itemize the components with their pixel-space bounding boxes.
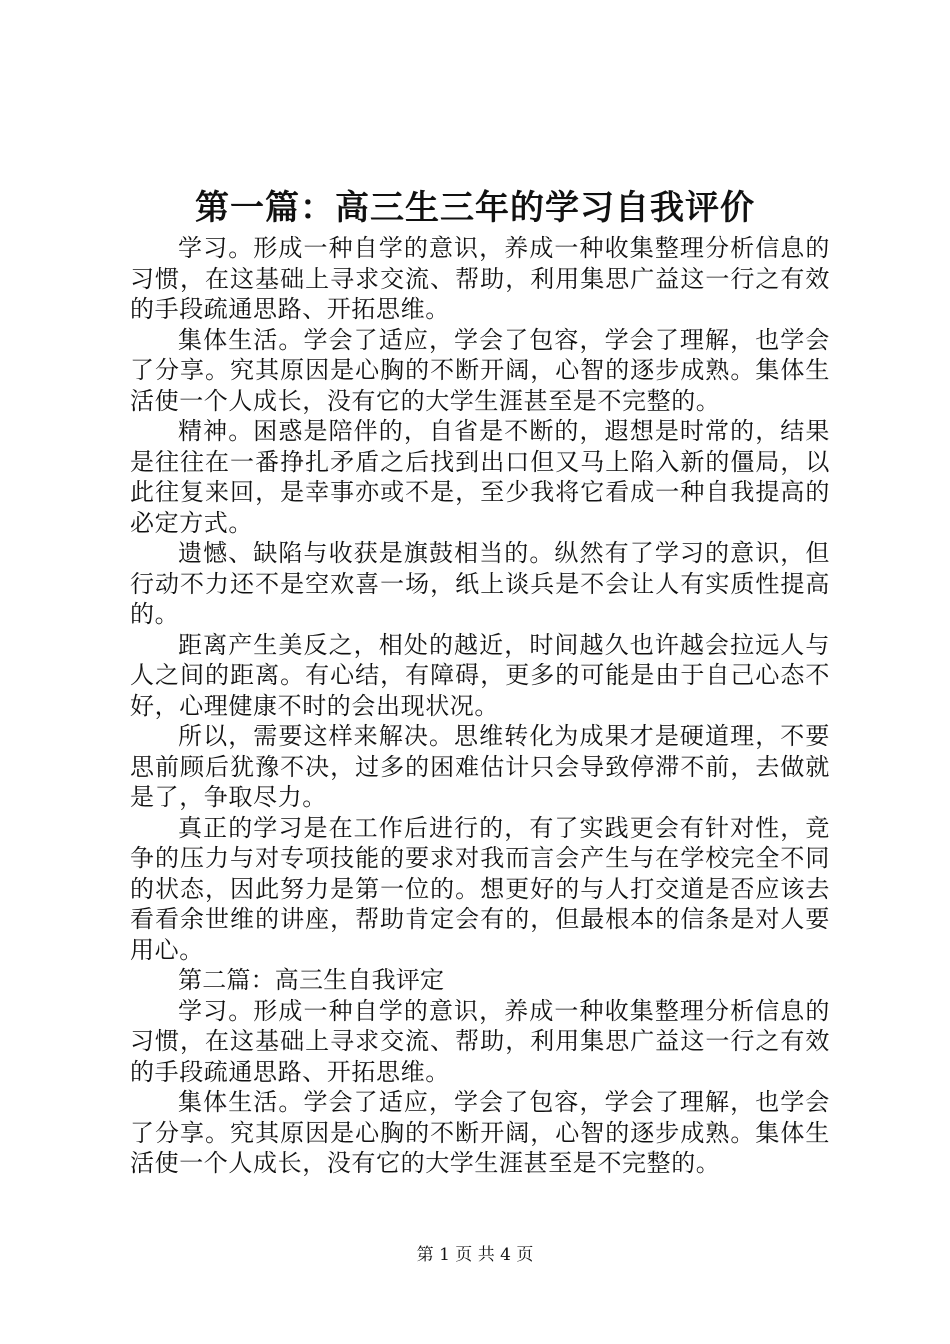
page-footer: 第 1 页 共 4 页 [416,1245,534,1265]
paragraph: 距离产生美反之，相处的越近，时间越久也许越会拉远人与人之间的距离。有心结，有障碍，更多的可能是由于自己心态不好，心理健康不时的会出现状况。 [130,630,830,720]
paragraph: 学习。形成一种自学的意识，养成一种收集整理分析信息的习惯，在这基础上寻求交流、帮助，利用集思广益这一行之有效的手段疏通思路、开拓思维。 [130,996,830,1086]
document-title: 第一篇：高三生三年的学习自我评价 [195,188,755,228]
paragraph: 精神。困惑是陪伴的，自省是不断的，遐想是时常的，结果是往往在一番挣扎矛盾之后找到出口但又马上陷入新的僵局，以此往复来回，是幸事亦或不是，至少我将它看成一种自我提高的必定方式。 [130,417,830,537]
document-body [130,233,830,1179]
paragraph: 遗憾、缺陷与收获是旗鼓相当的。纵然有了学习的意识，但行动不力还不是空欢喜一场，纸上谈兵是不会让人有实质性提高的。 [130,539,830,628]
paragraph: 所以，需要这样来解决。思维转化为成果才是硬道理，不要思前顾后犹豫不决，过多的困难估计只会导致停滞不前，去做就是了，争取尽力。 [130,722,830,811]
section-heading: 第二篇：高三生自我评定 [178,966,445,994]
paragraph: 学习。形成一种自学的意识，养成一种收集整理分析信息的习惯，在这基础上寻求交流、帮助，利用集思广益这一行之有效的手段疏通思路、开拓思维。 [130,234,830,323]
paragraph: 集体生活。学会了适应，学会了包容，学会了理解，也学会了分享。究其原因是心胸的不断开阔，心智的逐步成熟。集体生活使一个人成长，没有它的大学生涯甚至是不完整的。 [130,1088,830,1177]
paragraph: 集体生活。学会了适应，学会了包容，学会了理解，也学会了分享。究其原因是心胸的不断开阔，心智的逐步成熟。集体生活使一个人成长，没有它的大学生涯甚至是不完整的。 [130,325,830,415]
paragraph: 真正的学习是在工作后进行的，有了实践更会有针对性，竞争的压力与对专项技能的要求对我而言会产生与在学校完全不同的状态，因此努力是第一位的。想更好的与人打交道是否应该去看看余世维的讲座，帮助肯定会有的，但最根本的信条是对人要用心。 [130,813,830,964]
